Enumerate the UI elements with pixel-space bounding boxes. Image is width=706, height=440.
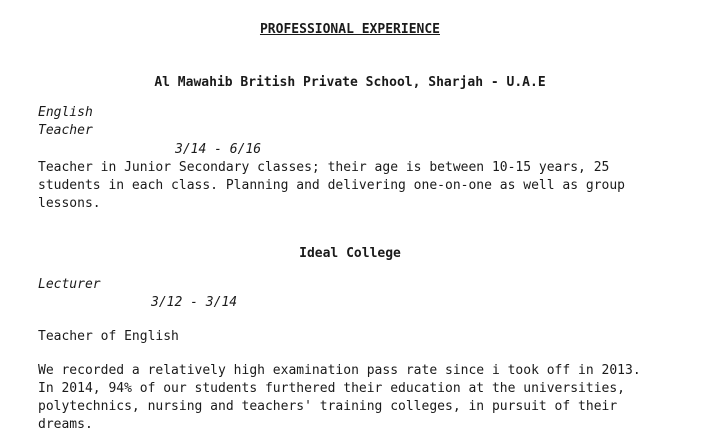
job-description-line: We recorded a relatively high examination pass rate since i took off in 2013.	[38, 363, 641, 378]
job-description-line: students in each class. Planning and delivering one-on-one as well as group	[38, 178, 625, 193]
job-dates: 3/14 - 6/16	[175, 142, 262, 157]
employer-name: Ideal College	[299, 246, 401, 261]
job-role: Teacher	[38, 123, 93, 138]
job-dates: 3/12 - 3/14	[151, 295, 238, 310]
job-role: Lecturer	[38, 277, 101, 292]
job-title-line: Teacher of English	[38, 329, 179, 344]
job-description-line: Teacher in Junior Secondary classes; their age is between 10-15 years, 25	[38, 160, 610, 175]
job-description-line: In 2014, 94% of our students furthered their education at the universities,	[38, 381, 625, 396]
employer-name: Al Mawahib British Private School, Sharjah - U.A.E	[154, 75, 546, 90]
job-description-line: polytechnics, nursing and teachers' training colleges, in pursuit of their	[38, 399, 618, 414]
section-title: PROFESSIONAL EXPERIENCE	[259, 22, 440, 37]
job-subject: English	[38, 105, 93, 120]
job-description-line: dreams.	[38, 417, 93, 432]
job-description-line: lessons.	[38, 196, 101, 211]
